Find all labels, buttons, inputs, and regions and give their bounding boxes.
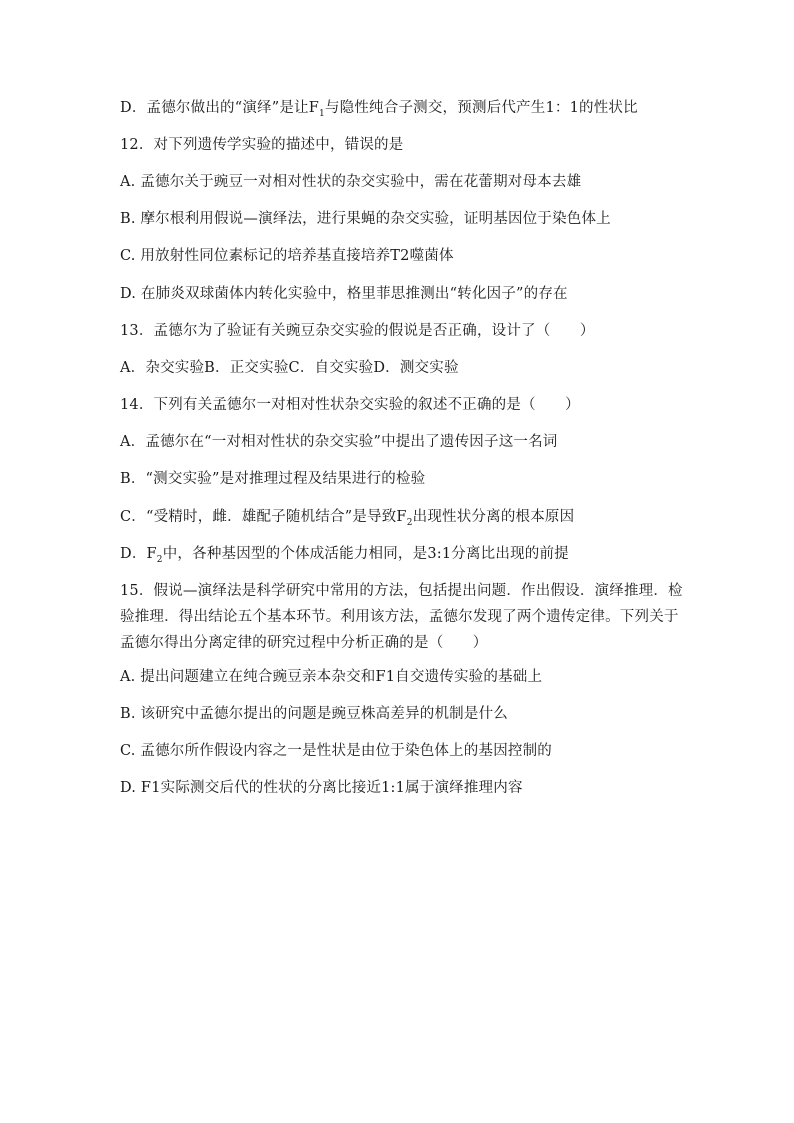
q15-option-d: D. F1实际测交后代的性状的分离比接近1:1属于演绎推理内容 (120, 780, 523, 796)
question-13: 13．孟德尔为了验证有关豌豆杂交实验的假说是否正确，设计了（ ） (120, 323, 595, 339)
text-fragment: 出现性状分离的根本原因 (412, 509, 575, 525)
question-15: 15．假说—演绎法是科学研究中常用的方法，包括提出问题．作出假设．演绎推理．检验推理．得出结论五个基本环节。利用该方法，孟德尔发现了两个遗传定律。下列关于孟德尔得出分离定律的研究过程中分析正确的是（ ） (120, 583, 683, 651)
text-fragment: 中，各种基因型的个体成活能力相同，是3:1分离比出现的前提 (162, 546, 569, 562)
text-fragment: D．F (120, 546, 157, 562)
question-12: 12．对下列遗传学实验的描述中，错误的是 (120, 137, 404, 153)
q13-options: A．杂交实验B．正交实验C．自交实验D．测交实验 (120, 360, 459, 376)
text-fragment: C．“受精时，雌．雄配子随机结合”是导致F (120, 509, 407, 525)
q14-option-c (120, 508, 685, 526)
q12-option-d: D. 在肺炎双球菌体内转化实验中，格里菲思推测出“转化因子”的存在 (120, 286, 568, 302)
q14-option-b: B．“测交实验”是对推理过程及结果进行的检验 (120, 471, 426, 487)
text-fragment: 与隐性纯合子测交，预测后代产生1：1的性状比 (324, 100, 638, 116)
q14-option-a: A．孟德尔在“一对相对性状的杂交实验”中提出了遗传因子这一名词 (120, 434, 558, 450)
q15-option-b: B. 该研究中孟德尔提出的问题是豌豆株高差异的机制是什么 (120, 706, 508, 722)
q14-option-d (120, 545, 685, 563)
q12-option-c: C. 用放射性同位素标记的培养基直接培养T2噬菌体 (120, 248, 454, 264)
subscript: 1 (319, 108, 325, 119)
q11-option-d (120, 99, 685, 117)
question-14: 14．下列有关孟德尔一对相对性状杂交实验的叙述不正确的是（ ） (120, 397, 580, 413)
subscript: 2 (156, 554, 163, 565)
subscript: 2 (406, 517, 413, 528)
q15-option-a: A. 提出问题建立在纯合豌豆亲本杂交和F1自交遗传实验的基础上 (120, 669, 543, 685)
q12-option-b: B. 摩尔根利用假说—演绎法，进行果蝇的杂交实验，证明基因位于染色体上 (120, 211, 611, 227)
text-fragment: D．孟德尔做出的“演绎”是让F (120, 100, 320, 116)
q12-option-a: A. 孟德尔关于豌豆一对相对性状的杂交实验中，需在花蕾期对母本去雄 (120, 174, 582, 190)
q15-option-c: C. 孟德尔所作假设内容之一是性状是由位于染色体上的基因控制的 (120, 743, 552, 759)
